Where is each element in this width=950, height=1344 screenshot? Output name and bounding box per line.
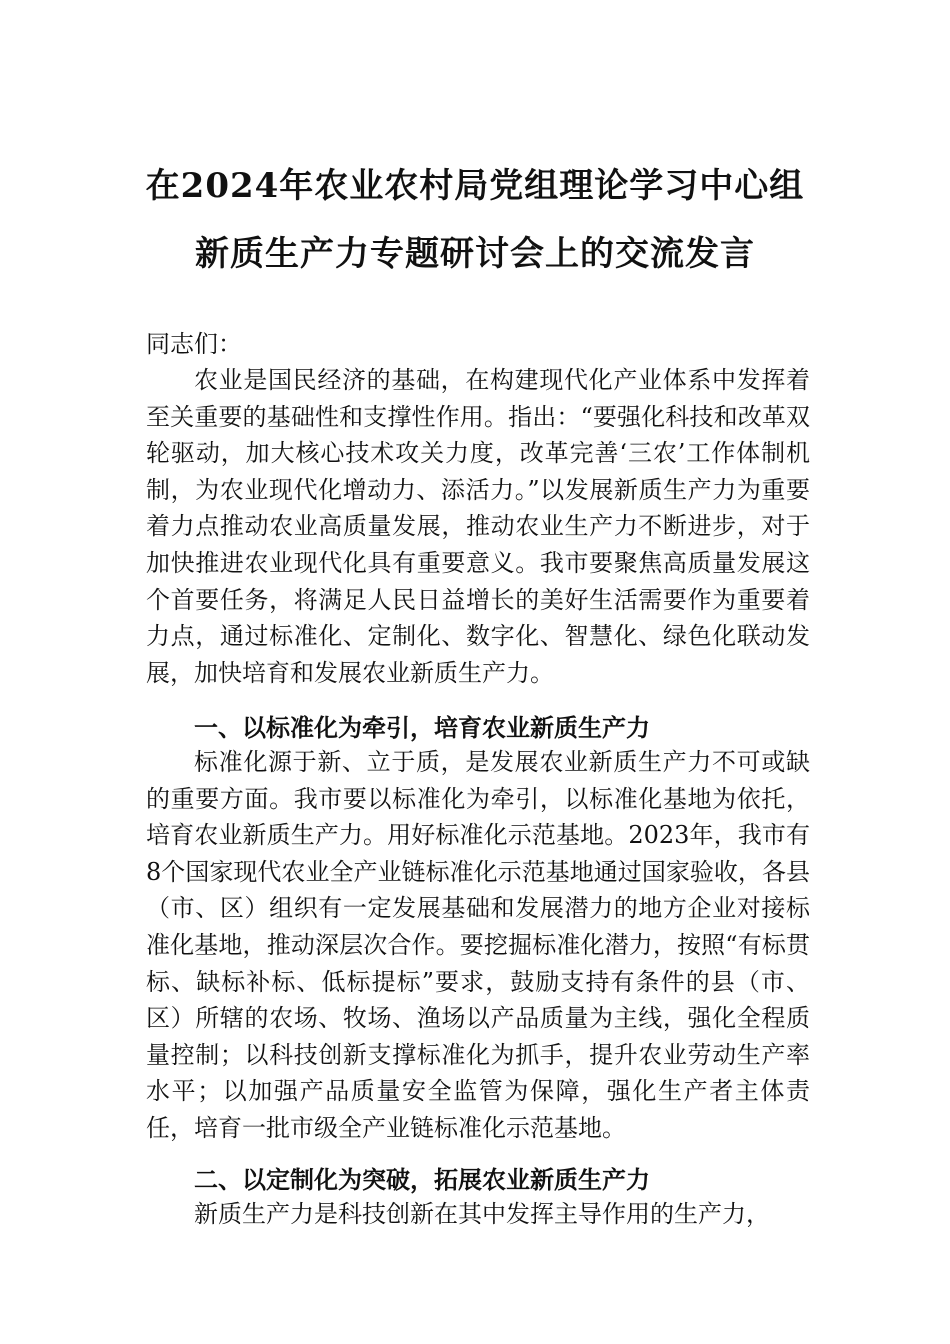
heading-text: 二、以定制化为突破，拓展农业新质生产力 <box>194 1166 650 1194</box>
section-heading-2 <box>146 1162 810 1199</box>
document-title-line-1: 在2024年农业农村局党组理论学习中心组 <box>145 166 805 206</box>
paragraph-text: 新质生产力是科技创新在其中发挥主导作用的生产力， <box>194 1200 770 1228</box>
paragraph-intro <box>146 362 810 691</box>
heading-text: 一、以标准化为牵引，培育农业新质生产力 <box>194 714 650 742</box>
salutation: 同志们： <box>146 330 242 358</box>
section-heading-1 <box>146 710 810 747</box>
document-title-line-2: 新质生产力专题研讨会上的交流发言 <box>195 234 755 274</box>
paragraph-standardization <box>146 744 810 1147</box>
paragraph-customization <box>146 1196 810 1233</box>
paragraph-text: 农业是国民经济的基础，在构建现代化产业体系中发挥着至关重要的基础性和支撑性作用。指出：“要强化科技和改革双轮驱动，加大核心技术攻关力度，改革完善‘三农’工作体制机制，为农业现代化增动力、添活力。”以发展新质生产力为重要着力点推动农业高质量发展，推动农业生产力不断进步，对于加快推进农业现代化具有重要意义。我市要聚焦高质量发展这个首要任务，将满足人民日益增长的美好生活需要作为重要着力点，通过标准化、定制化、数字化、智慧化、绿色化联动发展，加快培育和发展农业新质生产力。 <box>146 366 810 687</box>
paragraph-text: 标准化源于新、立于质，是发展农业新质生产力不可或缺的重要方面。我市要以标准化为牵引，以标准化基地为依托，培育农业新质生产力。用好标准化示范基地。2023年，我市有8个国家现代农业全产业链标准化示范基地通过国家验收，各县（市、区）组织有一定发展基础和发展潜力的地方企业对接标准化基地，推动深层次合作。要挖掘标准化潜力，按照“有标贯标、缺标补标、低标提标”要求，鼓励支持有条件的县（市、区）所辖的农场、牧场、渔场以产品质量为主线，强化全程质量控制；以科技创新支撑标准化为抓手，提升农业劳动生产率水平；以加强产品质量安全监管为保障，强化生产者主体责任，培育一批市级全产业链标准化示范基地。 <box>146 748 810 1142</box>
